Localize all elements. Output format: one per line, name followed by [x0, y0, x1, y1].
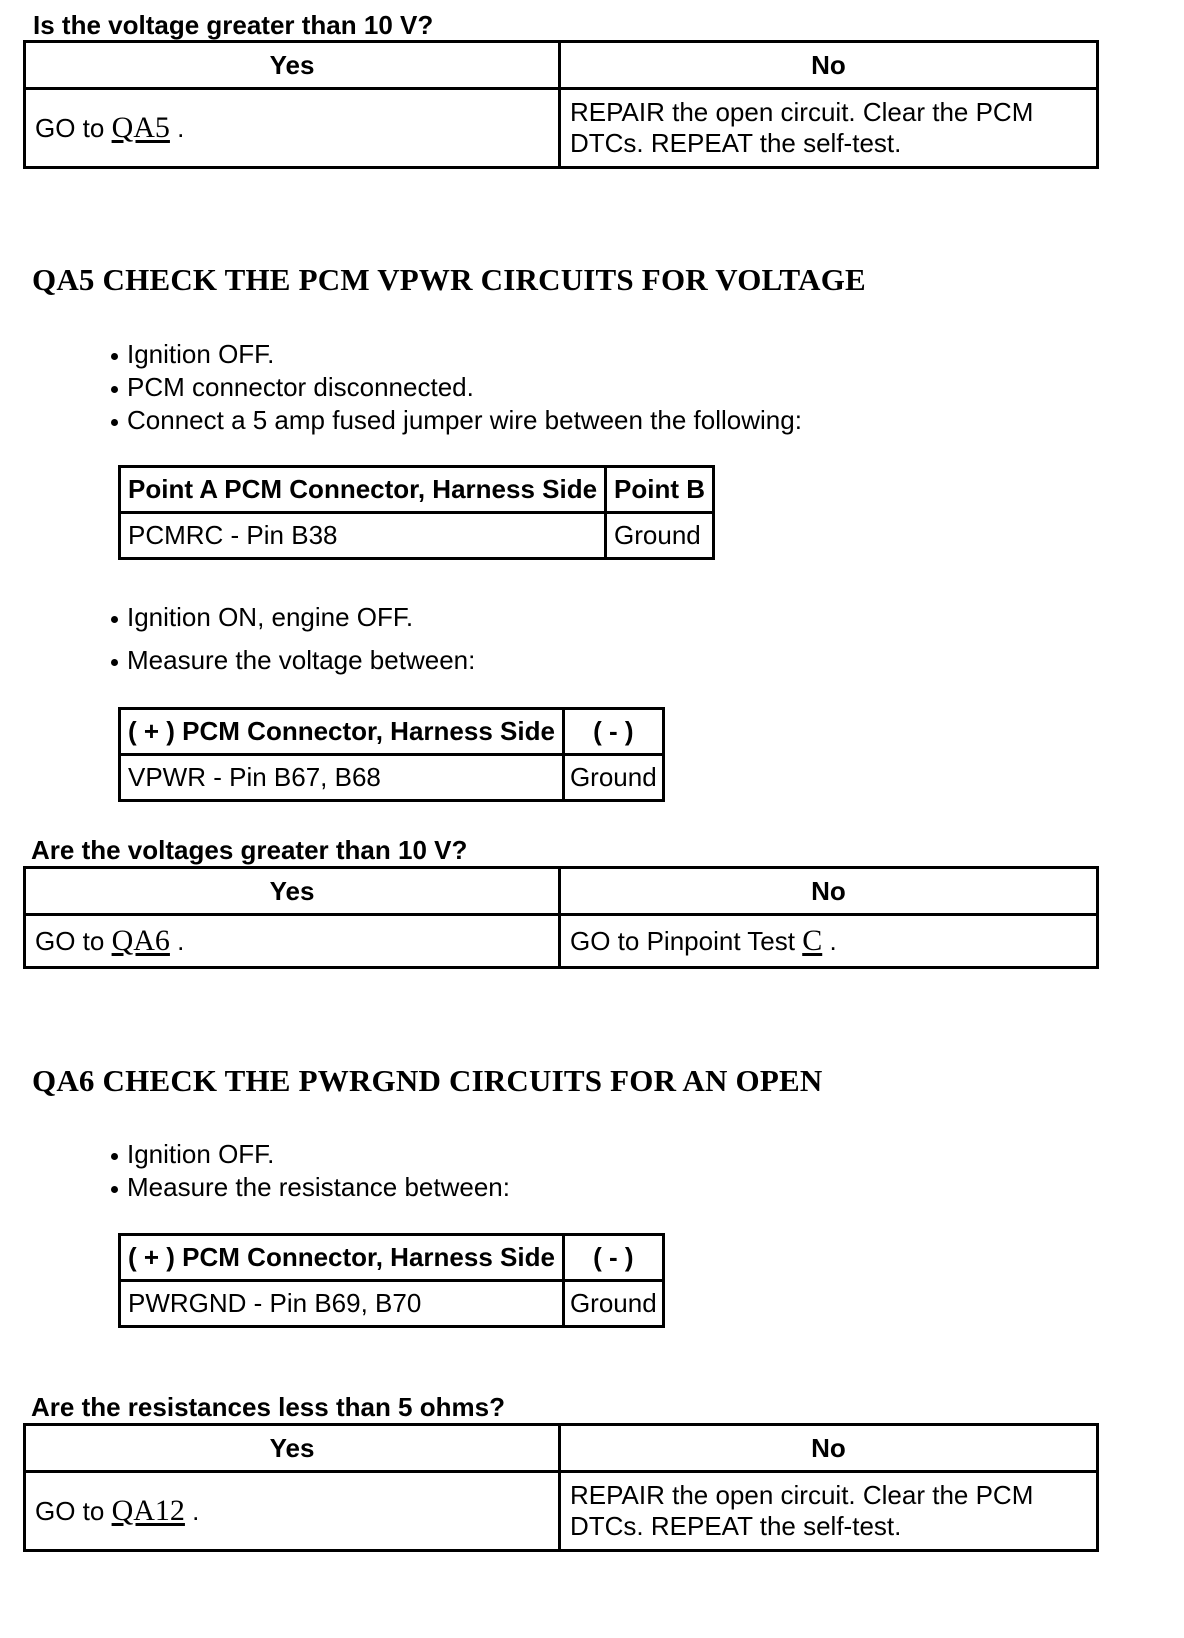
col-positive: ( + ) PCM Connector, Harness Side: [120, 1235, 564, 1281]
decision-table-1: [23, 40, 1099, 169]
step-ignition-off: Ignition OFF.: [108, 1138, 510, 1171]
question-resistances: Are the resistances less than 5 ohms?: [31, 1392, 505, 1422]
cell-ground: Ground: [563, 755, 663, 801]
no-header: No: [560, 42, 1098, 89]
yes-header: Yes: [25, 42, 560, 89]
step-ignition-off: Ignition OFF.: [108, 338, 802, 371]
step-connect-jumper: Connect a 5 amp fused jumper wire between the following:: [108, 404, 802, 437]
question-voltages: Are the voltages greater than 10 V?: [31, 835, 468, 865]
yes-header: Yes: [25, 1425, 560, 1472]
cell-ground: Ground: [563, 1281, 663, 1327]
qa5-steps-list: [108, 338, 802, 437]
step-pcm-disconnected: PCM connector disconnected.: [108, 371, 802, 404]
link-qa12[interactable]: QA12: [111, 1494, 185, 1527]
no-cell: REPAIR the open circuit. Clear the PCM DTCs. REPEAT the self-test.: [560, 1472, 1098, 1551]
jumper-table: [118, 465, 715, 560]
decision-table-2: [23, 866, 1099, 969]
yes-cell: GO to QA6 .: [25, 915, 560, 968]
yes-cell: GO to QA12 .: [25, 1472, 560, 1551]
step-measure-resistance: Measure the resistance between:: [108, 1171, 510, 1204]
yes-cell: GO to QA5 .: [25, 89, 560, 168]
col-point-b: Point B: [606, 467, 714, 513]
cell-pcmrc: PCMRC - Pin B38: [120, 513, 606, 559]
decision-table-3: [23, 1423, 1099, 1552]
qa5-step-measure: Measure the voltage between:: [108, 644, 475, 677]
resistance-measure-table: [118, 1233, 665, 1328]
col-negative: ( - ): [563, 709, 663, 755]
col-point-a: Point A PCM Connector, Harness Side: [120, 467, 606, 513]
link-qa5[interactable]: QA5: [111, 111, 170, 144]
link-qa6[interactable]: QA6: [111, 924, 170, 957]
col-negative: ( - ): [563, 1235, 663, 1281]
cell-pwrgnd: PWRGND - Pin B69, B70: [120, 1281, 564, 1327]
cell-ground: Ground: [606, 513, 714, 559]
no-cell: GO to Pinpoint Test C .: [560, 915, 1098, 968]
cell-vpwr: VPWR - Pin B67, B68: [120, 755, 564, 801]
question-voltage: Is the voltage greater than 10 V?: [33, 10, 434, 40]
heading-qa6: QA6 CHECK THE PWRGND CIRCUITS FOR AN OPEN: [32, 1063, 823, 1098]
heading-qa5: QA5 CHECK THE PCM VPWR CIRCUITS FOR VOLTAGE: [32, 262, 866, 297]
no-cell: REPAIR the open circuit. Clear the PCM DTCs. REPEAT the self-test.: [560, 89, 1098, 168]
qa5-step-ign-on: Ignition ON, engine OFF.: [108, 601, 413, 634]
no-header: No: [560, 868, 1098, 915]
link-pinpoint-c[interactable]: C: [802, 924, 823, 957]
col-positive: ( + ) PCM Connector, Harness Side: [120, 709, 564, 755]
voltage-measure-table: [118, 707, 665, 802]
qa6-steps-list: [108, 1138, 510, 1204]
no-header: No: [560, 1425, 1098, 1472]
yes-header: Yes: [25, 868, 560, 915]
